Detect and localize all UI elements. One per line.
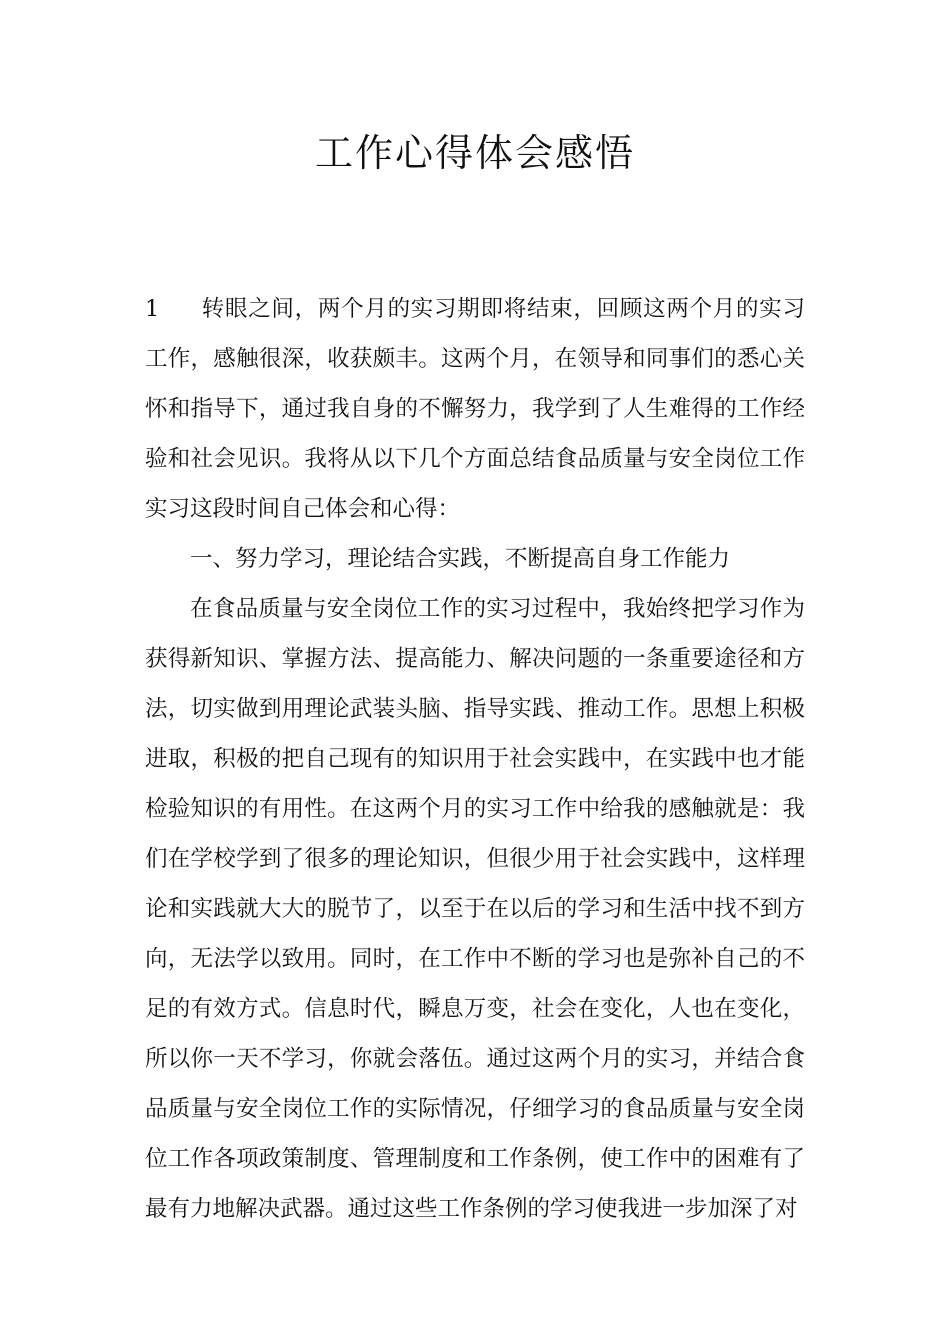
paragraph-number: 1 <box>145 296 160 322</box>
paragraph-1 <box>145 284 805 534</box>
section-heading-1: 一、努力学习，理论结合实践，不断提高自身工作能力 <box>190 546 731 572</box>
paragraph-1-text: 转眼之间，两个月的实习期即将结束，回顾这两个月的实习工作，感触很深，收获颇丰。这两个月，在领导和同事们的悉心关怀和指导下，通过我自身的不懈努力，我学到了人生难得的工作经验和社会见识。我将从以下几个方面总结食品质量与安全岗位工作实习这段时间自己体会和心得： <box>145 296 805 522</box>
document-body <box>145 284 805 1234</box>
document-title: 工作心得体会感悟 <box>314 131 635 175</box>
paragraph-2: 在食品质量与安全岗位工作的实习过程中，我始终把学习作为获得新知识、掌握方法、提高能力、解决问题的一条重要途径和方法，切实做到用理论武装头脑、指导实践、推动工作。思想上积极进取，积极的把自己现有的知识用于社会实践中，在实践中也才能检验知识的有用性。在这两个月的实习工作中给我的感触就是：我们在学校学到了很多的理论知识，但很少用于社会实践中，这样理论和实践就大大的脱节了，以至于在以后的学习和生活中找不到方向，无法学以致用。同时，在工作中不断的学习也是弥补自己的不足的有效方式。信息时代，瞬息万变，社会在变化，人也在变化，所以你一天不学习，你就会落伍。通过这两个月的实习，并结合食品质量与安全岗位工作的实际情况，仔细学习的食品质量与安全岗位工作各项政策制度、管理制度和工作条例，使工作中的困难有了最有力地解决武器。通过这些工作条例的学习使我进一步加深了对 <box>145 596 805 1222</box>
